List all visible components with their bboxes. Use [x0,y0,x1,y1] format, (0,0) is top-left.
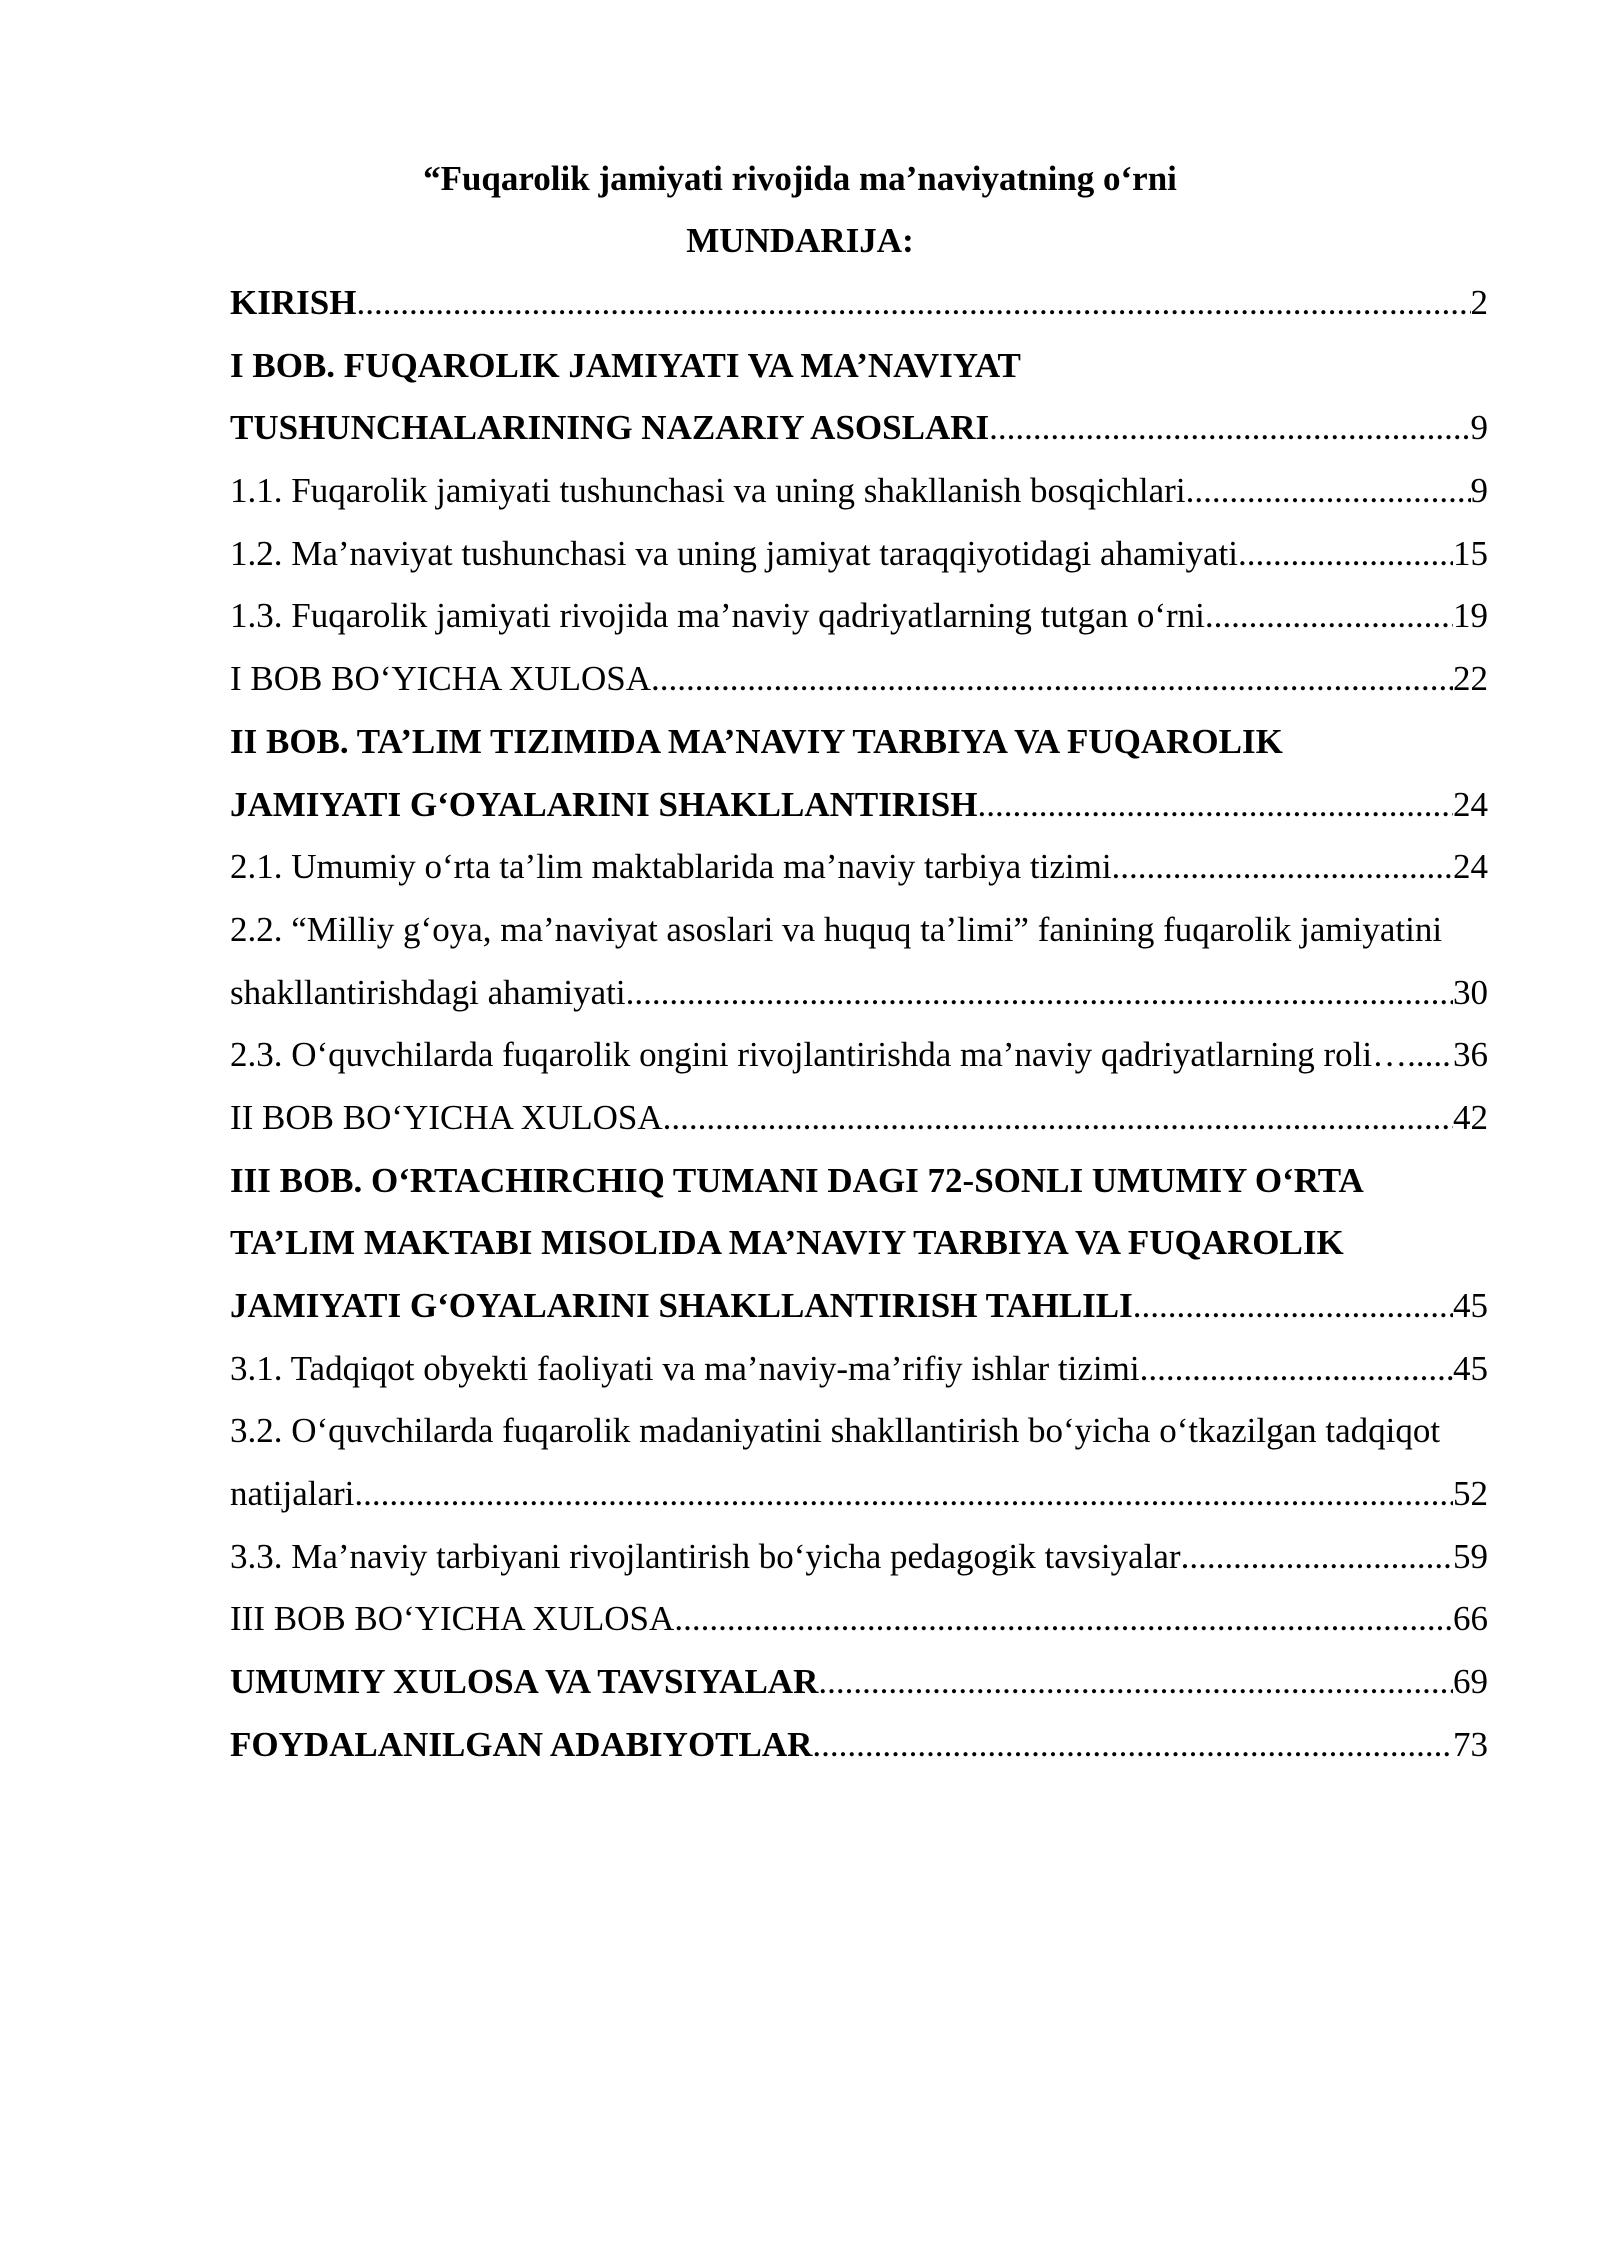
toc-entry-line [230,335,1488,398]
toc-entry-line [230,1338,1488,1401]
toc-dot-leader [1238,523,1453,586]
toc-page-number: 36 [1453,1035,1488,1075]
toc-entry [230,711,1488,836]
toc-entry [230,1714,1488,1777]
toc-entry-line [230,648,1488,711]
toc-entry-line [230,1087,1488,1150]
toc-entry-title: III BOB BO‘YICHA XULOSA [230,1599,675,1639]
toc-page-number: 42 [1453,1097,1488,1137]
toc-entry-line [230,1714,1488,1777]
toc-page-number: 59 [1453,1536,1488,1576]
toc-entry-title: natijalari [230,1474,355,1514]
toc-entry [230,523,1488,586]
toc-dot-leader [977,774,1453,837]
toc-entry-title: 1.3. Fuqarolik jamiyati rivojida ma’naviy qadriyatlarning tutgan o‘rni [230,596,1205,636]
toc-page-number: 45 [1453,1348,1488,1388]
toc-page-number: 69 [1453,1662,1488,1702]
toc-entry-title: I BOB BO‘YICHA XULOSA [230,659,651,699]
toc-dot-leader [354,1463,1453,1526]
toc-entry [230,460,1488,523]
toc-entry-title: UMUMIY XULOSA VA TAVSIYALAR [230,1662,819,1702]
toc-dot-leader [812,1714,1453,1777]
toc-entry-line [230,1150,1488,1213]
toc-entry-title: III BOB. O‘RTACHIRCHIQ TUMANI DAGI 72-SONLI UMUMIY O‘RTA [230,1160,1364,1200]
toc-page-number: 9 [1470,408,1488,448]
table-of-contents [230,272,1488,1777]
toc-page-number: 66 [1453,1599,1488,1639]
toc-entry-title: JAMIYATI G‘OYALARINI SHAKLLANTIRISH TAHLILI [230,1286,1133,1325]
toc-page-number: 19 [1453,596,1488,636]
toc-entry [230,1588,1488,1651]
toc-entry [230,1651,1488,1714]
toc-dot-leader [674,1588,1453,1651]
toc-entry [230,1087,1488,1150]
toc-dot-leader [1112,836,1453,899]
toc-entry-line [230,1526,1488,1589]
toc-entry-title: 1.1. Fuqarolik jamiyati tushunchasi va uning shakllanish bosqichlari [230,471,1186,511]
toc-entry-title: TA’LIM MAKTABI MISOLIDA MA’NAVIY TARBIYA VA FUQAROLIK [230,1223,1344,1263]
toc-entry-title: II BOB BO‘YICHA XULOSA [230,1097,663,1137]
toc-page-number: 2 [1470,283,1488,322]
toc-page-number: 45 [1453,1286,1488,1325]
toc-entry-title: I BOB. FUQAROLIK JAMIYATI VA MA’NAVIYAT [230,345,1021,385]
toc-entry [230,1400,1488,1525]
toc-entry-line [230,899,1488,962]
toc-dot-leader [651,648,1453,711]
toc-entry [230,648,1488,711]
toc-entry-title: JAMIYATI G‘OYALARINI SHAKLLANTIRISH [230,784,978,824]
toc-page-number: 22 [1453,659,1488,699]
toc-entry-title: 3.3. Ma’naviy tarbiyani rivojlantirish bo‘yicha pedagogik tavsiyalar [230,1536,1181,1576]
toc-entry-line [230,585,1488,648]
toc-page-number: 15 [1453,533,1488,573]
toc-entry-title: 2.3. O‘quvchilarda fuqarolik ongini rivojlantirishda ma’naviy qadriyatlarning roli… [230,1035,1408,1075]
toc-page-number: 9 [1470,471,1488,511]
toc-entry-title: 3.1. Tadqiqot obyekti faoliyati va ma’naviy-ma’rifiy ishlar tizimi [230,1348,1140,1388]
toc-heading: MUNDARIJA: [686,221,914,260]
toc-entry-line [230,711,1488,774]
toc-page-number: 30 [1453,972,1488,1012]
toc-entry-title: TUSHUNCHALARINING NAZARIY ASOSLARI [230,408,990,448]
toc-entry-line [230,1588,1488,1651]
toc-entry-title: II BOB. TA’LIM TIZIMIDA MA’NAVIY TARBIYA VA FUQAROLIK [230,721,1283,761]
toc-dot-leader [1140,1338,1453,1401]
toc-entry-line [230,523,1488,586]
toc-dot-leader [663,1087,1453,1150]
toc-page-number: 73 [1453,1724,1488,1764]
toc-page-number: 24 [1453,847,1488,887]
toc-entry [230,1024,1488,1087]
toc-entry-line [230,1651,1488,1714]
toc-entry-title: KIRISH [230,283,357,322]
toc-dot-leader [1181,1526,1453,1589]
toc-entry-line [230,962,1488,1025]
toc-entry [230,1338,1488,1401]
toc-entry [230,1150,1488,1338]
toc-entry-line [230,397,1488,460]
toc-entry-line [230,272,1488,335]
toc-entry-line [230,1400,1488,1463]
toc-entry-title: 3.2. O‘quvchilarda fuqarolik madaniyatini shakllantirish bo‘yicha o‘tkazilgan tadqiqot [230,1411,1441,1451]
toc-entry [230,1526,1488,1589]
toc-dot-leader [356,272,1470,335]
toc-entry [230,585,1488,648]
toc-dot-leader [1205,585,1453,648]
toc-entry-title: FOYDALANILGAN ADABIYOTLAR [230,1724,813,1764]
toc-dot-leader [818,1651,1453,1714]
document-title: “Fuqarolik jamiyati rivojida ma’naviyatning o‘rni [423,159,1177,198]
toc-entry-line [230,774,1488,837]
toc-dot-leader [1186,460,1471,523]
toc-dot-leader [989,397,1470,460]
toc-entry-line [230,1275,1488,1338]
toc-entry-title: 2.2. “Milliy g‘oya, ma’naviyat asoslari va huquq ta’limi” fanining fuqarolik jamiyatini [230,909,1443,949]
toc-page-number: 52 [1453,1474,1488,1514]
toc-entry-line [230,836,1488,899]
toc-entry [230,836,1488,899]
toc-entry-title: 1.2. Ma’naviyat tushunchasi va uning jamiyat taraqqiyotidagi ahamiyati [230,533,1238,573]
toc-page-number: 24 [1453,784,1488,824]
toc-entry-line [230,460,1488,523]
toc-entry-title: shakllantirishdagi ahamiyati [230,972,626,1012]
toc-entry [230,272,1488,335]
toc-entry-line [230,1463,1488,1526]
toc-entry-line [230,1212,1488,1275]
toc-entry-title: 2.1. Umumiy o‘rta ta’lim maktablarida ma’naviy tarbiya tizimi [230,847,1112,887]
toc-dot-leader [1133,1275,1453,1338]
toc-entry [230,899,1488,1024]
toc-entry-line [230,1024,1488,1087]
toc-dot-leader [626,962,1453,1025]
toc-dot-leader [1407,1024,1453,1087]
toc-entry [230,335,1488,460]
